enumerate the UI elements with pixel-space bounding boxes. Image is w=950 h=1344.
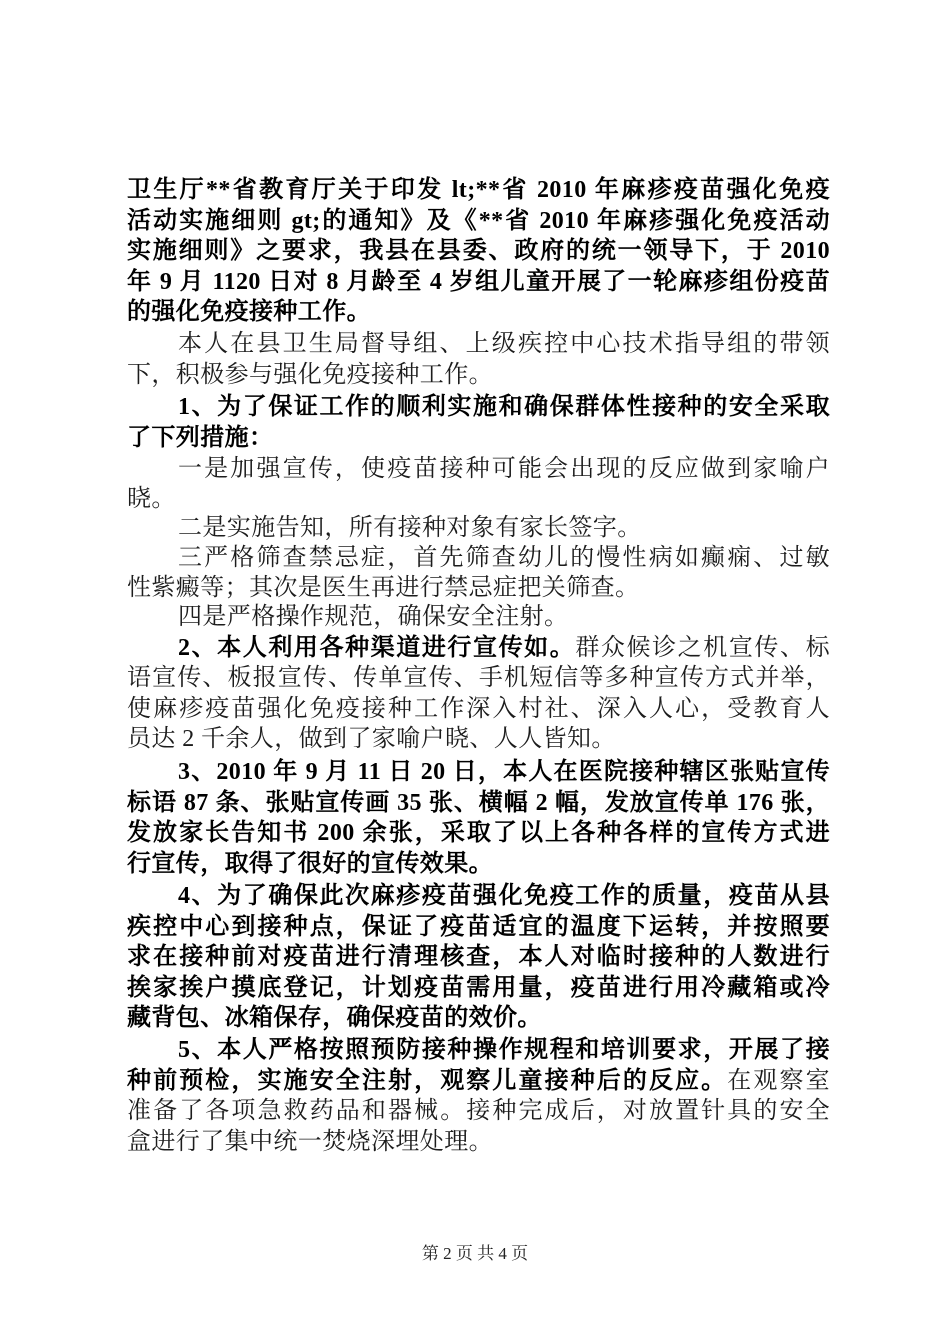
text-line bbox=[127, 912, 830, 943]
text-line bbox=[127, 1035, 830, 1066]
text-line bbox=[127, 1096, 830, 1127]
bold-text: 行宣传，取得了很好的宣传效果。 bbox=[127, 850, 493, 877]
text-line bbox=[127, 973, 830, 1004]
text-line bbox=[127, 1066, 830, 1097]
text-line bbox=[127, 329, 830, 360]
text-line bbox=[127, 818, 830, 849]
bold-text: 挨家挨户摸底登记，计划疫苗需用量，疫苗进行用冷藏箱或冷 bbox=[127, 974, 830, 1001]
bold-text: 1、为了保证工作的顺利实施和确保群体性接种的安全采取 bbox=[178, 394, 830, 420]
text-line bbox=[127, 757, 830, 788]
bold-text: 实施细则》之要求，我县在县委、政府的统一领导下，于 2010 bbox=[127, 238, 830, 264]
text-line bbox=[127, 881, 830, 912]
text-line bbox=[127, 392, 830, 423]
text-line bbox=[127, 663, 830, 693]
bold-text: 发放家长告知书 200 余张，采取了以上各种各样的宣传方式进 bbox=[127, 820, 830, 847]
bold-text: 藏背包、冰箱保存，确保疫苗的效价。 bbox=[127, 1005, 542, 1031]
bold-text: 2、本人利用各种渠道进行宣传如。 bbox=[178, 635, 576, 661]
regular-text: 一是加强宣传，使疫苗接种可能会出现的反应做到家喻户 bbox=[178, 456, 830, 482]
text-line bbox=[127, 1003, 830, 1034]
page-number-label: 第 2 页 共 4 页 bbox=[421, 1244, 529, 1263]
paragraph-6 bbox=[127, 543, 830, 603]
bold-text: 活动实施细则 gt;的通知》及《**省 2010 年麻疹强化免疫活动 bbox=[127, 207, 830, 234]
regular-text: 盒进行了集中统一焚烧深埋处理。 bbox=[127, 1128, 493, 1155]
paragraph-7 bbox=[127, 602, 830, 632]
page-footer bbox=[0, 1242, 950, 1266]
bold-text: 求在接种前对疫苗进行清理核查，本人对临时接种的人数进行 bbox=[127, 944, 830, 970]
bold-text: 卫生厅**省教育厅关于印发 lt;**省 2010 年麻疹疫苗强化免疫 bbox=[127, 177, 830, 203]
text-line bbox=[127, 454, 830, 484]
text-line bbox=[127, 849, 830, 880]
bold-text: 疾控中心到接种点，保证了疫苗适宜的温度下运转，并按照要 bbox=[127, 913, 830, 940]
paragraph-1 bbox=[127, 175, 830, 328]
text-line bbox=[127, 297, 830, 328]
text-line bbox=[127, 633, 830, 663]
regular-text: 下，积极参与强化免疫接种工作。 bbox=[127, 362, 493, 388]
bold-text: 种前预检，实施安全注射，观察儿童接种后的反应。 bbox=[127, 1067, 728, 1094]
text-line bbox=[127, 788, 830, 819]
text-line bbox=[127, 423, 830, 454]
regular-text: 在观察室 bbox=[727, 1067, 830, 1094]
regular-text: 四是严格操作规范，确保安全注射。 bbox=[178, 604, 569, 630]
paragraph-9 bbox=[127, 757, 830, 880]
paragraph-8 bbox=[127, 633, 830, 754]
paragraph-4 bbox=[127, 454, 830, 514]
paragraph-11 bbox=[127, 1035, 830, 1158]
bold-text: 4、为了确保此次麻疹疫苗强化免疫工作的质量，疫苗从县 bbox=[178, 883, 830, 909]
text-line bbox=[127, 360, 830, 391]
regular-text: 二是实施告知，所有接种对象有家长签字。 bbox=[178, 515, 642, 541]
regular-text: 准备了各项急救药品和器械。接种完成后，对放置针具的安全 bbox=[127, 1098, 830, 1125]
paragraph-2 bbox=[127, 329, 830, 391]
text-line bbox=[127, 1127, 830, 1158]
text-line bbox=[127, 267, 830, 298]
text-line bbox=[127, 513, 830, 543]
bold-text: 3、2010 年 9 月 11 日 20 日，本人在医院接种辖区张贴宣传 bbox=[178, 759, 830, 785]
paragraph-3 bbox=[127, 392, 830, 454]
regular-text: 晓。 bbox=[127, 486, 176, 512]
bold-text: 标语 87 条、张贴宣传画 35 张、横幅 2 幅，发放宣传单 176 张， bbox=[127, 789, 830, 816]
regular-text: 员达 2 千余人，做到了家喻户晓、人人皆知。 bbox=[127, 725, 616, 752]
regular-text: 本人在县卫生局督导组、上级疾控中心技术指导组的带领 bbox=[178, 331, 830, 357]
text-line bbox=[127, 236, 830, 267]
regular-text: 使麻疹疫苗强化免疫接种工作深入村社、深入人心，受教育人 bbox=[127, 695, 830, 722]
bold-text: 年 9 月 1120 日对 8 月龄至 4 岁组儿童开展了一轮麻疹组份疫苗 bbox=[127, 268, 830, 295]
paragraph-10 bbox=[127, 881, 830, 1034]
text-line bbox=[127, 724, 830, 754]
bold-text: 5、本人严格按照预防接种操作规程和培训要求，开展了接 bbox=[178, 1037, 830, 1063]
regular-text: 群众候诊之机宣传、标 bbox=[575, 635, 830, 661]
text-line bbox=[127, 602, 830, 632]
text-line bbox=[127, 543, 830, 573]
paragraph-5 bbox=[127, 513, 830, 543]
text-line bbox=[127, 206, 830, 237]
bold-text: 了下列措施： bbox=[127, 425, 274, 451]
text-line bbox=[127, 573, 830, 603]
text-line bbox=[127, 694, 830, 724]
text-line bbox=[127, 484, 830, 514]
regular-text: 性紫癜等；其次是医生再进行禁忌症把关筛查。 bbox=[127, 575, 640, 601]
regular-text: 三严格筛查禁忌症，首先筛查幼儿的慢性病如癫痫、过敏 bbox=[178, 545, 830, 571]
text-line bbox=[127, 942, 830, 973]
bold-text: 的强化免疫接种工作。 bbox=[127, 299, 371, 325]
regular-text: 语宣传、板报宣传、传单宣传、手机短信等多种宣传方式并举， bbox=[127, 665, 830, 692]
text-line bbox=[127, 175, 830, 206]
